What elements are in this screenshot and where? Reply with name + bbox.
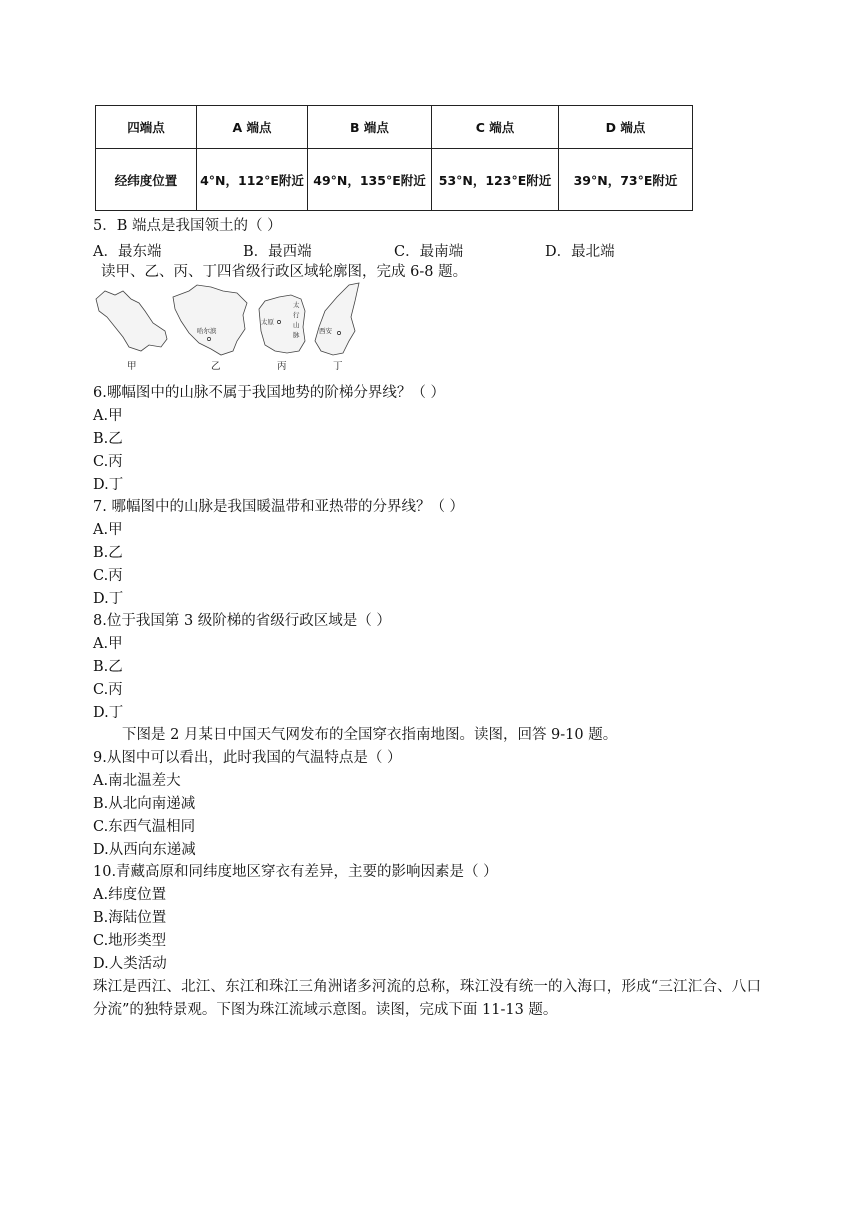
q10-option-c: C.地形类型 <box>93 933 167 949</box>
table-cell: 49°N，135°E附近 <box>308 149 432 211</box>
q7-option-a: A.甲 <box>93 522 123 538</box>
q8-option-d: D.丁 <box>93 705 124 721</box>
option-b: B．最西端 <box>243 244 312 260</box>
question-9-stem: 9.从图中可以看出，此时我国的气温特点是（ ） <box>93 750 402 766</box>
question-6-stem: 6.哪幅图中的山脉不属于我国地势的阶梯分界线？（ ） <box>93 385 445 401</box>
city-harbin: 哈尔滨 <box>197 327 217 335</box>
q9-option-a: A.南北温差大 <box>93 773 181 789</box>
zhujiang-paragraph: 珠江是西江、北江、东江和珠江三角洲诸多河流的总称，珠江没有统一的入海口，形成“三江汇合、八口分流”的独特景观。下图为珠江流域示意图。读图，完成下面 11-13 题。 <box>93 979 761 1018</box>
q10-option-d: D.人类活动 <box>93 956 167 972</box>
map-label-yi: 乙 <box>211 361 221 372</box>
question-5-options <box>93 240 713 260</box>
q6-option-c: C.丙 <box>93 454 123 470</box>
intro-9-10: 下图是 2 月某日中国天气网发布的全国穿衣指南地图。读图，回答 9-10 题。 <box>122 727 618 743</box>
city-taiyuan: 太原 <box>261 318 274 326</box>
q9-option-b: B.从北向南递减 <box>93 796 196 812</box>
map-label-jia: 甲 <box>127 361 137 372</box>
q7-option-c: C.丙 <box>93 568 123 584</box>
table-header: A 端点 <box>197 106 308 149</box>
option-c: C．最南端 <box>394 244 464 260</box>
q8-option-a: A.甲 <box>93 636 123 652</box>
q8-option-b: B.乙 <box>93 659 123 675</box>
option-a: A．最东端 <box>93 244 162 260</box>
intro-6-8: 读甲、乙、丙、丁四省级行政区域轮廓图，完成 6-8 题。 <box>101 264 468 280</box>
mountain-char-1: 太 <box>293 301 300 309</box>
mountain-char-4: 脉 <box>293 331 300 339</box>
table-header: 四端点 <box>96 106 197 149</box>
q6-option-d: D.丁 <box>93 477 124 493</box>
map-ding-outline <box>315 283 359 355</box>
question-10-stem: 10.青藏高原和同纬度地区穿衣有差异，主要的影响因素是（ ） <box>93 864 498 880</box>
map-label-bing: 丙 <box>277 361 287 372</box>
map-jia-outline <box>96 291 167 351</box>
question-5-stem: 5．B 端点是我国领土的（ ） <box>93 218 282 234</box>
q10-option-a: A.纬度位置 <box>93 887 167 903</box>
table-header: B 端点 <box>308 106 432 149</box>
question-7-stem: 7. 哪幅图中的山脉是我国暖温带和亚热带的分界线？（ ） <box>93 499 465 515</box>
mountain-char-2: 行 <box>293 311 300 319</box>
table-header: C 端点 <box>432 106 559 149</box>
q6-option-a: A.甲 <box>93 408 123 424</box>
mountain-char-3: 山 <box>293 321 300 329</box>
q7-option-d: D.丁 <box>93 591 124 607</box>
q10-option-b: B.海陆位置 <box>93 910 167 926</box>
option-d: D．最北端 <box>545 244 615 260</box>
q8-option-c: C.丙 <box>93 682 123 698</box>
map-label-ding: 丁 <box>333 361 343 372</box>
endpoints-table <box>95 105 693 211</box>
question-8-stem: 8.位于我国第 3 级阶梯的省级行政区域是（ ） <box>93 613 391 629</box>
table-header: D 端点 <box>559 106 693 149</box>
province-outline-maps <box>93 281 363 373</box>
q9-option-d: D.从西向东递减 <box>93 842 196 858</box>
table-cell: 53°N，123°E附近 <box>432 149 559 211</box>
table-cell: 39°N，73°E附近 <box>559 149 693 211</box>
table-cell: 4°N，112°E附近 <box>197 149 308 211</box>
table-row-label: 经纬度位置 <box>96 149 197 211</box>
city-xian: 西安 <box>319 327 332 335</box>
q7-option-b: B.乙 <box>93 545 123 561</box>
q9-option-c: C.东西气温相同 <box>93 819 196 835</box>
q6-option-b: B.乙 <box>93 431 123 447</box>
map-yi-outline <box>173 285 247 355</box>
